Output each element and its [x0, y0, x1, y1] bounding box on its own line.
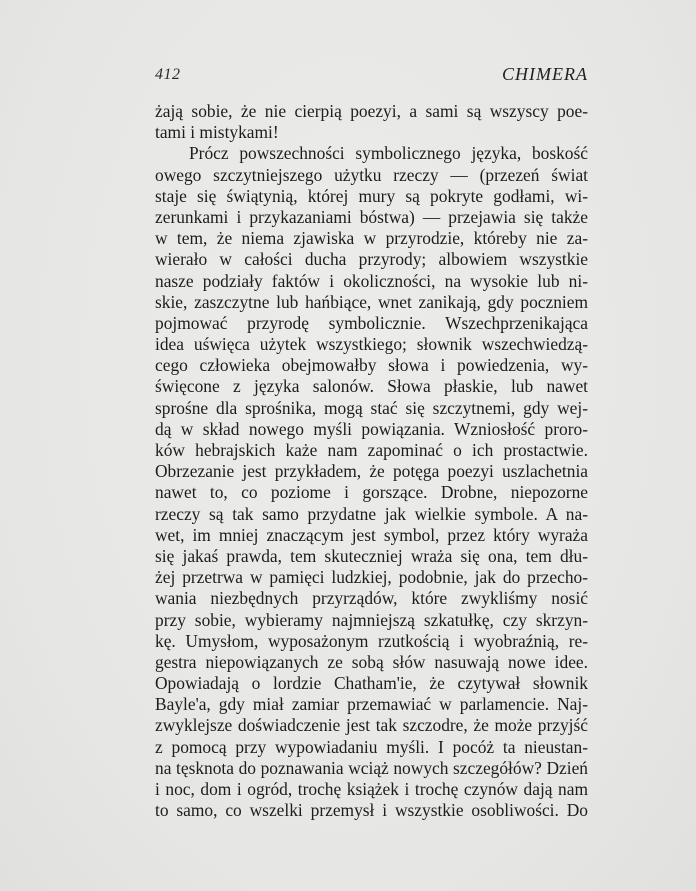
text-line: staje się świątynią, której mury są pokryte godłami, wi- — [155, 185, 588, 206]
text-line: pojmować przyrodę symbolicznie. Wszechprzenikająca — [155, 312, 588, 333]
text-line: rzeczy są tak samo przydatne jak wielkie symbole. A na- — [155, 503, 588, 524]
text-line: tami i mistykami! — [155, 122, 279, 143]
text-line: z pomocą przy wypowiadaniu myśli. I pocóż ta nieustan- — [155, 736, 588, 757]
text-line: to samo, co wszelki przemysł i wszystkie osobliwości. Do — [155, 800, 588, 821]
running-head — [155, 62, 588, 86]
text-line: dą w skład nowego myśli powiązania. Wzniosłość proro- — [155, 418, 588, 439]
text-line: zwyklejsze doświadczenie jest tak szczodre, że może przyjść — [155, 715, 588, 736]
body-text — [155, 101, 588, 821]
text-line: w tem, że niema zjawiska w przyrodzie, któreby nie za- — [155, 228, 588, 249]
text-line: gestra niepowiązanych ze sobą słów nasuwają nowe idee. — [155, 651, 588, 672]
text-line: kę. Umysłom, wyposażonym rzutkością i wyobraźnią, re- — [155, 630, 588, 651]
text-line: sprośne dla sprośnika, mogą stać się szczytnemi, gdy wej- — [155, 397, 588, 418]
text-line: Obrzezanie jest przykładem, że potęga poezyi uszlachetnia — [155, 461, 588, 482]
text-line: przy sobie, wybieramy najmniejszą szkatułkę, czy skrzyn- — [155, 609, 588, 630]
text-line: i noc, dom i ogród, trochę książek i trochę czynów dają nam — [155, 779, 588, 799]
text-line: Opowiadają o lordzie Chatham'ie, że czytywał słownik — [155, 673, 588, 694]
text-line: nasze podziały faktów i okoliczności, na wysokie lub ni- — [155, 270, 588, 291]
text-line: ków hebrajskich każe nam zapominać o ich prostactwie. — [155, 440, 588, 460]
text-line: Prócz powszechności symbolicznego języka, boskość — [189, 143, 588, 164]
page-number: 412 — [155, 66, 181, 83]
text-line: wet, im mniej znaczącym jest symbol, przez który wyraża — [155, 524, 588, 545]
text-line: skie, zaszczytne lub hańbiące, wnet zanikają, gdy poczniem — [155, 291, 588, 312]
text-line: zerunkami i przykazaniami bóstwa) — przejawia się także — [155, 206, 588, 227]
text-line: owego szczytniejszego użytku rzeczy — (przezeń świat — [155, 164, 588, 185]
text-line: idea uświęca użytek wszystkiego; słownik wszechwiedzą- — [155, 334, 588, 355]
running-title: CHIMERA — [502, 64, 588, 84]
text-line: cego człowieka obejmowałby słowa i powiedzenia, wy- — [155, 355, 588, 376]
text-line: święcone z języka salonów. Słowa płaskie, lub nawet — [155, 376, 588, 397]
text-line: żej przetrwa w pamięci ludzkiej, podobnie, jak do przecho- — [155, 567, 588, 588]
text-line: żają sobie, że nie cierpią poezyi, a sami są wszyscy poe- — [155, 101, 588, 121]
text-line: wierało w całości ducha przyrody; albowiem wszystkie — [155, 249, 588, 270]
text-line: na tęsknota do poznawania wciąż nowych szczegółów? Dzień — [155, 757, 588, 778]
text-line: nawet to, co poziome i gorszące. Drobne, niepozorne — [155, 482, 588, 503]
text-line: się jakaś prawda, tem skuteczniej wraża się ona, tem dłu- — [155, 545, 588, 566]
text-line: wania niezbędnych przyrządów, które zwykliśmy nosić — [155, 588, 588, 609]
text-line: Bayle'a, gdy miał zamiar przemawiać w parlamencie. Naj- — [155, 694, 588, 715]
